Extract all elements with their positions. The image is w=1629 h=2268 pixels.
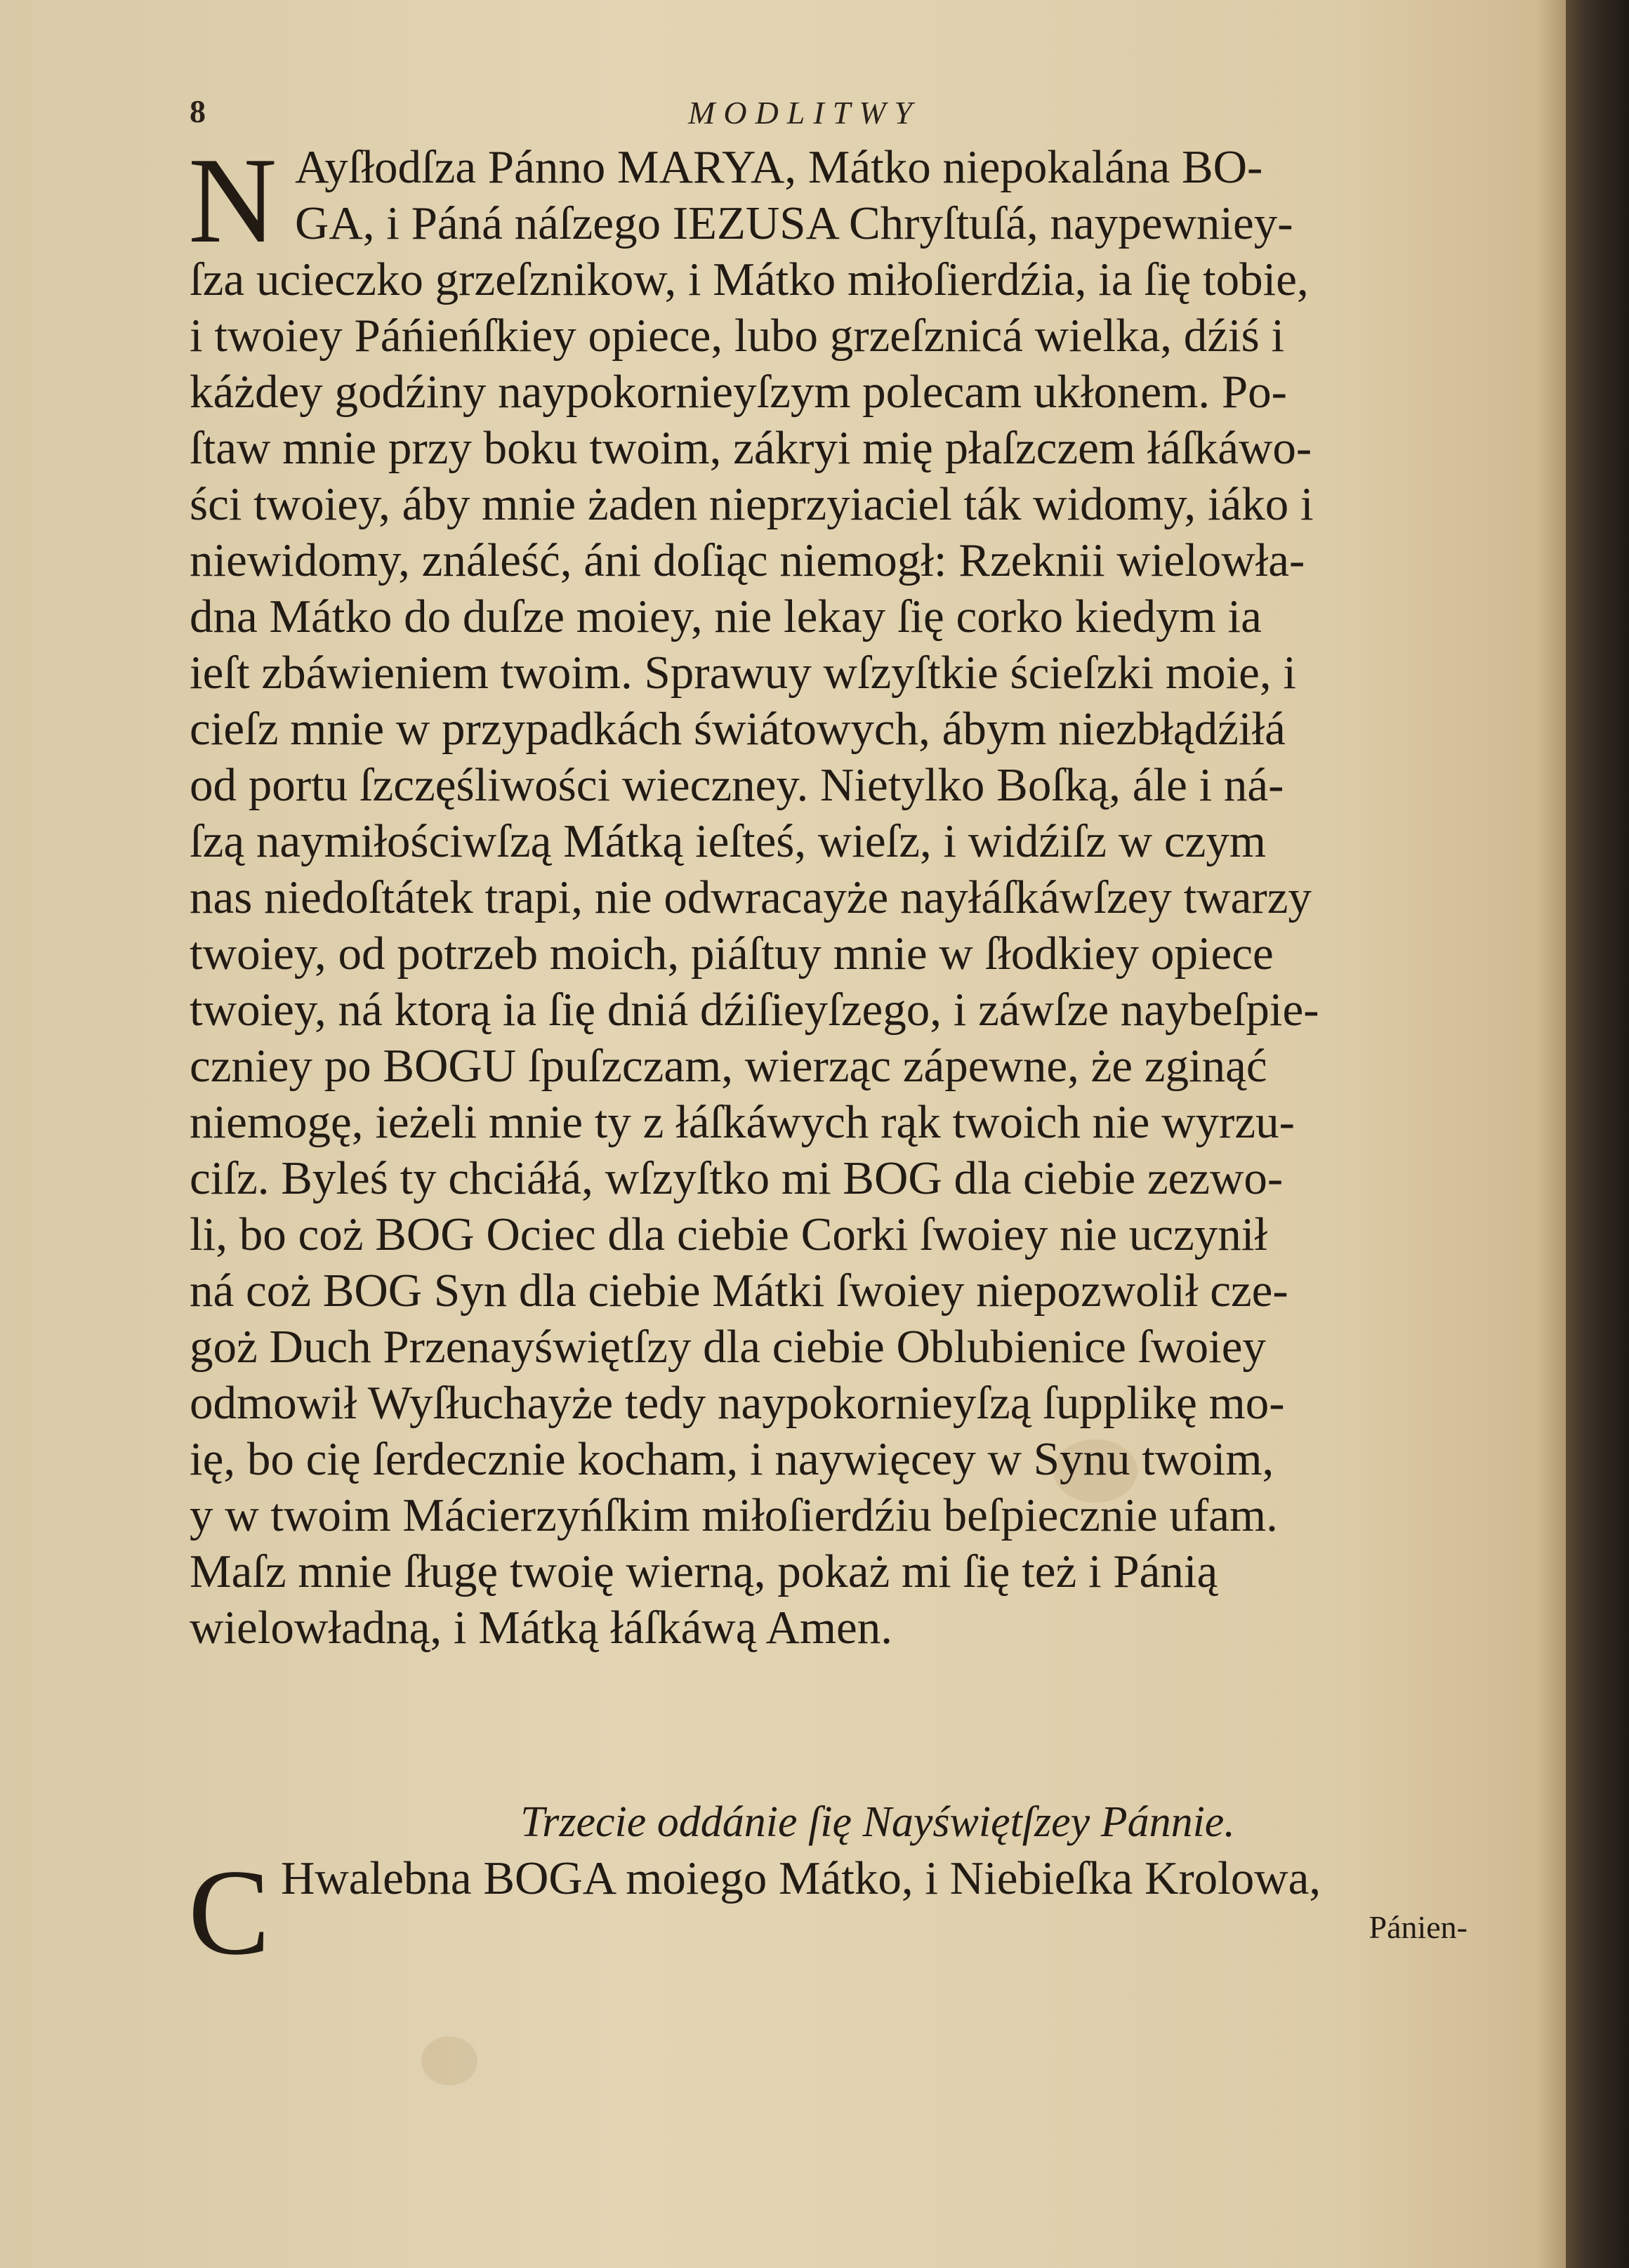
running-head: MODLITWY (688, 95, 921, 131)
page-header (190, 93, 1524, 135)
catchword: Pánien- (1369, 1909, 1468, 1945)
next-section (188, 1794, 1566, 1980)
text-line: od portu ſzczęśliwości wieczney. Nietylko Boſką, ále i ná- (190, 759, 1284, 811)
text-line: wielowładną, i Mátką łáſkáwą Amen. (190, 1602, 892, 1654)
text-line: dna Mátko do duſze moiey, nie lekay ſię corko kiedym ia (190, 591, 1262, 642)
text-line: twoiey, ná ktorą ia ſię dniá dźiſieyſzego, i záwſze naybeſpie- (190, 984, 1319, 1036)
paper-stain (421, 2036, 477, 2085)
text-line: GA, i Páná náſzego IEZUSA Chryſtuſá, naypewniey- (295, 197, 1293, 249)
text-line: li, bo coż BOG Ociec dla ciebie Corki ſwoiey nie uczynił (190, 1208, 1267, 1260)
drop-cap-initial: C (188, 1844, 270, 1980)
text-line: ná coż BOG Syn dla ciebie Mátki ſwoiey niepozwolił cze- (190, 1265, 1288, 1317)
text-line: i twoiey Páńieńſkiey opiece, lubo grzeſznicá wielka, dźiś i (190, 310, 1285, 362)
drop-cap-initial: N (188, 132, 277, 268)
text-line: ię, bo cię ſerdecznie kocham, i naywięcey w Synu twoim, (190, 1433, 1274, 1485)
text-line: odmowił Wyſłuchayże tedy naypokornieyſzą ſupplikę mo- (190, 1377, 1285, 1429)
text-line: ciſz. Byleś ty chciáłá, wſzyſtko mi BOG dla ciebie zezwo- (190, 1152, 1284, 1204)
text-line: ści twoiey, áby mnie żaden nieprzyiaciel ták widomy, iáko i (190, 478, 1314, 530)
text-line: ieſt zbáwieniem twoim. Sprawuy wſzyſtkie ścieſzki moie, i (190, 647, 1296, 699)
page-number: 8 (190, 93, 206, 129)
text-line: niewidomy, ználeść, áni doſiąc niemogł: Rzeknii wielowła- (190, 534, 1305, 586)
text-line: twoiey, od potrzeb moich, piáſtuy mnie w ſłodkiey opiece (190, 928, 1274, 980)
text-line: nas niedoſtátek trapi, nie odwracayże nayłáſkáwſzey twarzy (190, 871, 1312, 923)
prayer-text (188, 132, 1566, 1656)
page-edge-shadow (1538, 0, 1566, 2268)
text-line: Maſz mnie ſługę twoię wierną, pokaż mi ſię też i Pánią (190, 1545, 1218, 1597)
text-line: káżdey godźiny naypokornieyſzym polecam ukłonem. Po- (190, 366, 1287, 418)
text-line: czniey po BOGU ſpuſzczam, wierząc zápewne, że zginąć (190, 1040, 1267, 1092)
text-line: ſtaw mnie przy boku twoim, zákryi mię płaſzczem łáſkáwo- (190, 422, 1312, 474)
text-line: cieſz mnie w przypadkách świátowych, ábym niezbłądźiłá (190, 703, 1286, 755)
text-line: Hwalebna BOGA moiego Mátko, i Niebieſka Krolowa, (281, 1852, 1321, 1904)
text-line: Ayſłodſza Pánno MARYA, Mátko niepokalána BO- (295, 141, 1263, 193)
text-line: ſzą naymiłościwſzą Mátką ieſteś, wieſz, i widźiſz w czym (190, 815, 1267, 867)
text-line: y w twoim Mácierzyńſkim miłoſierdźiu beſpiecznie ufam. (190, 1489, 1278, 1541)
book-binding (1566, 0, 1629, 2268)
section-title: Trzecie oddánie ſię Nayświętſzey Pánnie. (520, 1798, 1235, 1846)
text-line: ſza ucieczko grzeſznikow, i Mátko miłoſierdźia, ia ſię tobie, (190, 253, 1309, 305)
text-line: niemogę, ieżeli mnie ty z łáſkáwych rąk twoich nie wyrzu- (190, 1096, 1295, 1148)
text-line: goż Duch Przenayświętſzy dla ciebie Oblubienice ſwoiey (190, 1321, 1267, 1373)
